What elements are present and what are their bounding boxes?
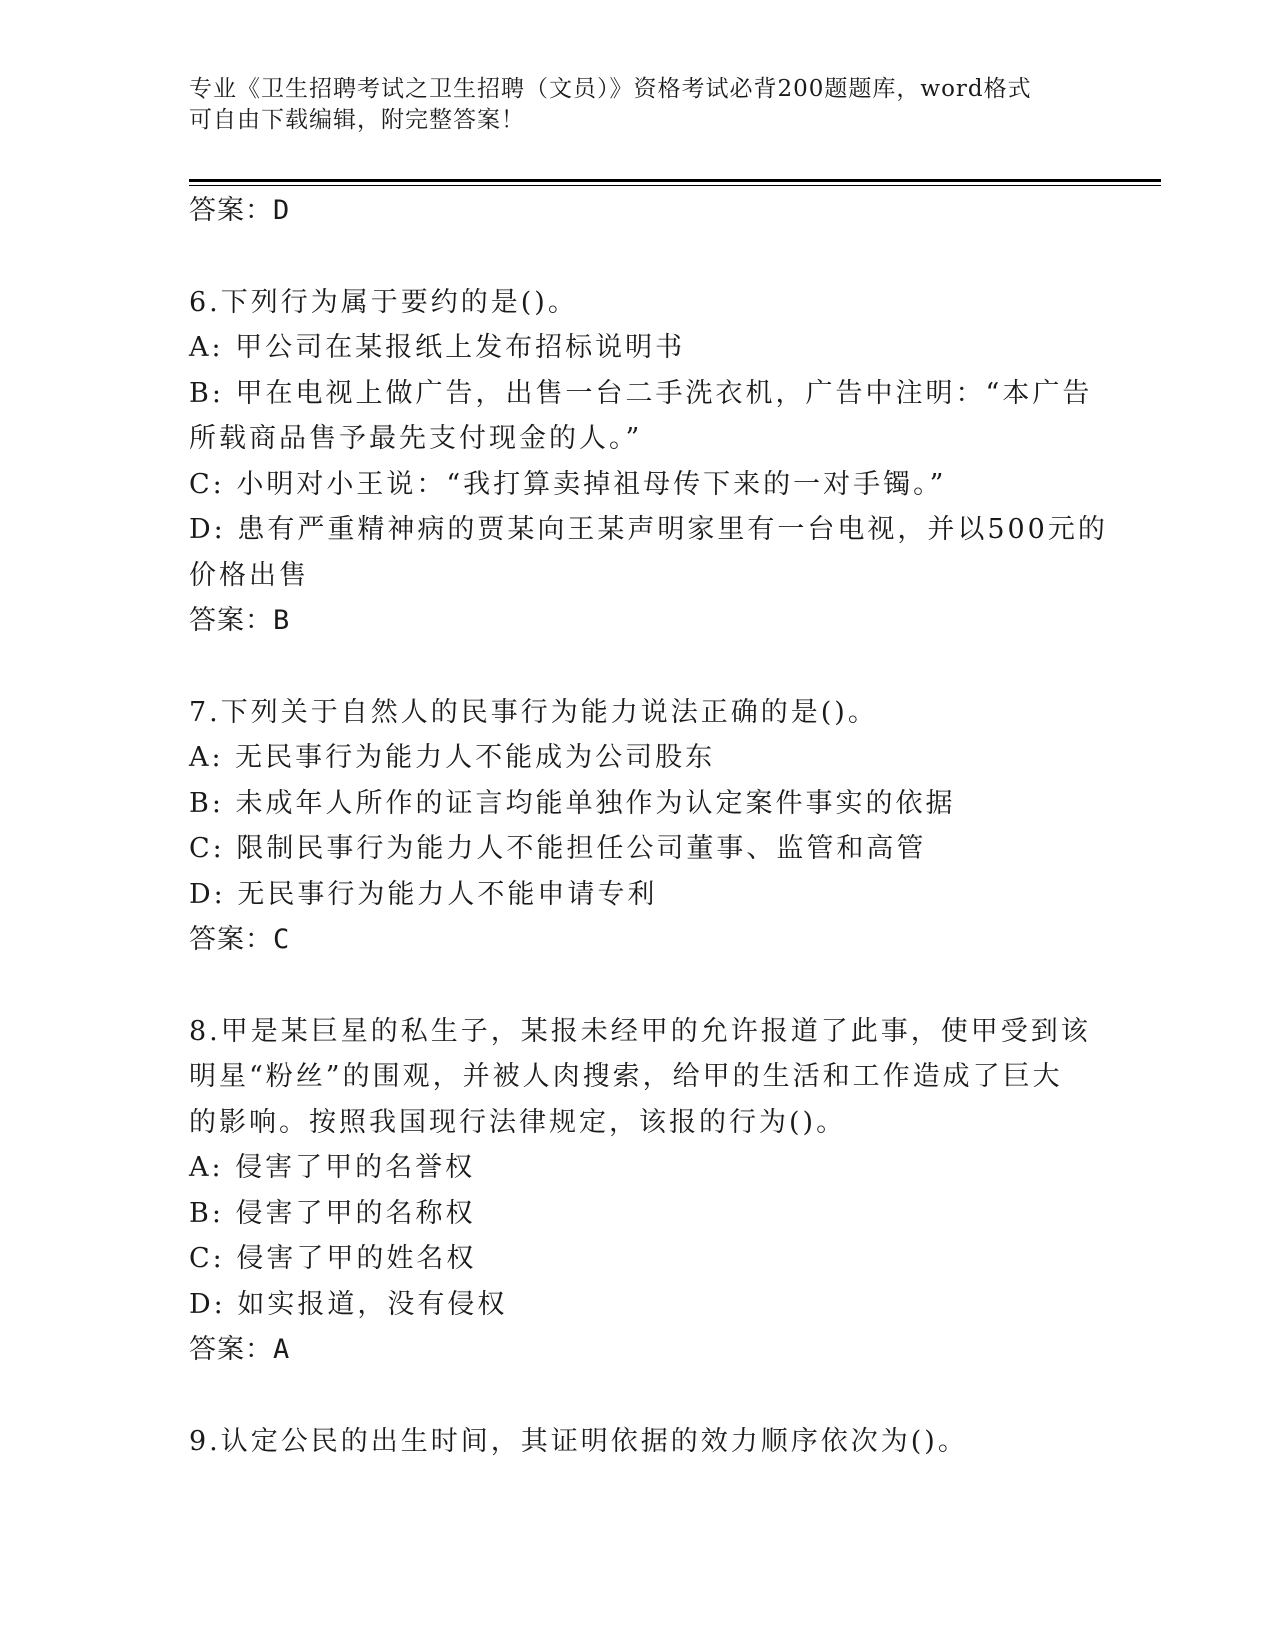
answer-line: [189, 1327, 1089, 1373]
question-stem-cont: 明星“粉丝”的围观，并被人肉搜索，给甲的生活和工作造成了巨大: [189, 1061, 1063, 1092]
option-d: D: 如实报道，没有侵权: [189, 1288, 508, 1320]
answer-label: 答案：: [189, 924, 273, 955]
header-rule-thick: [189, 179, 1161, 182]
option-c: C: 小明对小王说：“我打算卖掉祖母传下来的一对手镯。”: [189, 468, 947, 500]
answer-value: C: [273, 924, 291, 955]
header-rule-thin: [189, 185, 1161, 186]
answer-label: 答案：: [189, 195, 273, 226]
option-b: B: 未成年人所作的证言均能单独作为认定案件事实的依据: [189, 787, 956, 819]
spacer: [189, 644, 1089, 690]
document-body: [189, 188, 1108, 1464]
question-block: [189, 280, 1108, 645]
option-b-cont: 所载商品售予最先支付现金的人。”: [189, 423, 643, 454]
option-d: D: 患有严重精神病的贾某向王某声明家里有一台电视，并以500元的: [189, 514, 1108, 545]
question-block: [189, 690, 1089, 964]
spacer: [189, 234, 1089, 280]
question-stem: 8.甲是某巨星的私生子，某报未经甲的允许报道了此事，使甲受到该: [189, 1015, 1091, 1047]
question-stem: 6.下列行为属于要约的是()。: [189, 286, 578, 318]
header-line-1: 专业《卫生招聘考试之卫生招聘（文员）》资格考试必背200题题库，word格式: [189, 76, 1032, 102]
question-stem: 7.下列关于自然人的民事行为能力说法正确的是()。: [189, 696, 878, 728]
document-header: [189, 74, 1089, 136]
spacer: [189, 963, 1089, 1009]
answer-value: B: [273, 605, 291, 636]
answer-line: [189, 917, 1089, 963]
answer-line: [189, 188, 1089, 234]
question-stem: 9.认定公民的出生时间，其证明依据的效力顺序依次为()。: [189, 1425, 968, 1457]
answer-label: 答案：: [189, 1334, 273, 1365]
answer-line: [189, 598, 1089, 644]
option-a: A: 侵害了甲的名誉权: [189, 1152, 476, 1183]
option-a: A: 甲公司在某报纸上发布招标说明书: [189, 332, 686, 363]
question-block: [189, 1419, 1089, 1465]
question-block: [189, 1009, 1089, 1374]
question-stem-cont: 的影响。按照我国现行法律规定，该报的行为()。: [189, 1106, 847, 1138]
option-a: A: 无民事行为能力人不能成为公司股东: [189, 742, 716, 773]
option-b: B: 侵害了甲的名称权: [189, 1197, 476, 1229]
option-c: C: 限制民事行为能力人不能担任公司董事、监管和高管: [189, 833, 927, 864]
answer-value: D: [273, 195, 291, 226]
answer-value: A: [273, 1334, 291, 1365]
option-d: D: 无民事行为能力人不能申请专利: [189, 878, 658, 910]
option-c: C: 侵害了甲的姓名权: [189, 1243, 477, 1274]
option-b: B: 甲在电视上做广告，出售一台二手洗衣机，广告中注明：“本广告: [189, 377, 1093, 409]
option-d-cont: 价格出售: [189, 559, 309, 591]
header-line-2: 可自由下载编辑，附完整答案！: [189, 107, 525, 133]
answer-label: 答案：: [189, 605, 273, 636]
spacer: [189, 1373, 1089, 1419]
